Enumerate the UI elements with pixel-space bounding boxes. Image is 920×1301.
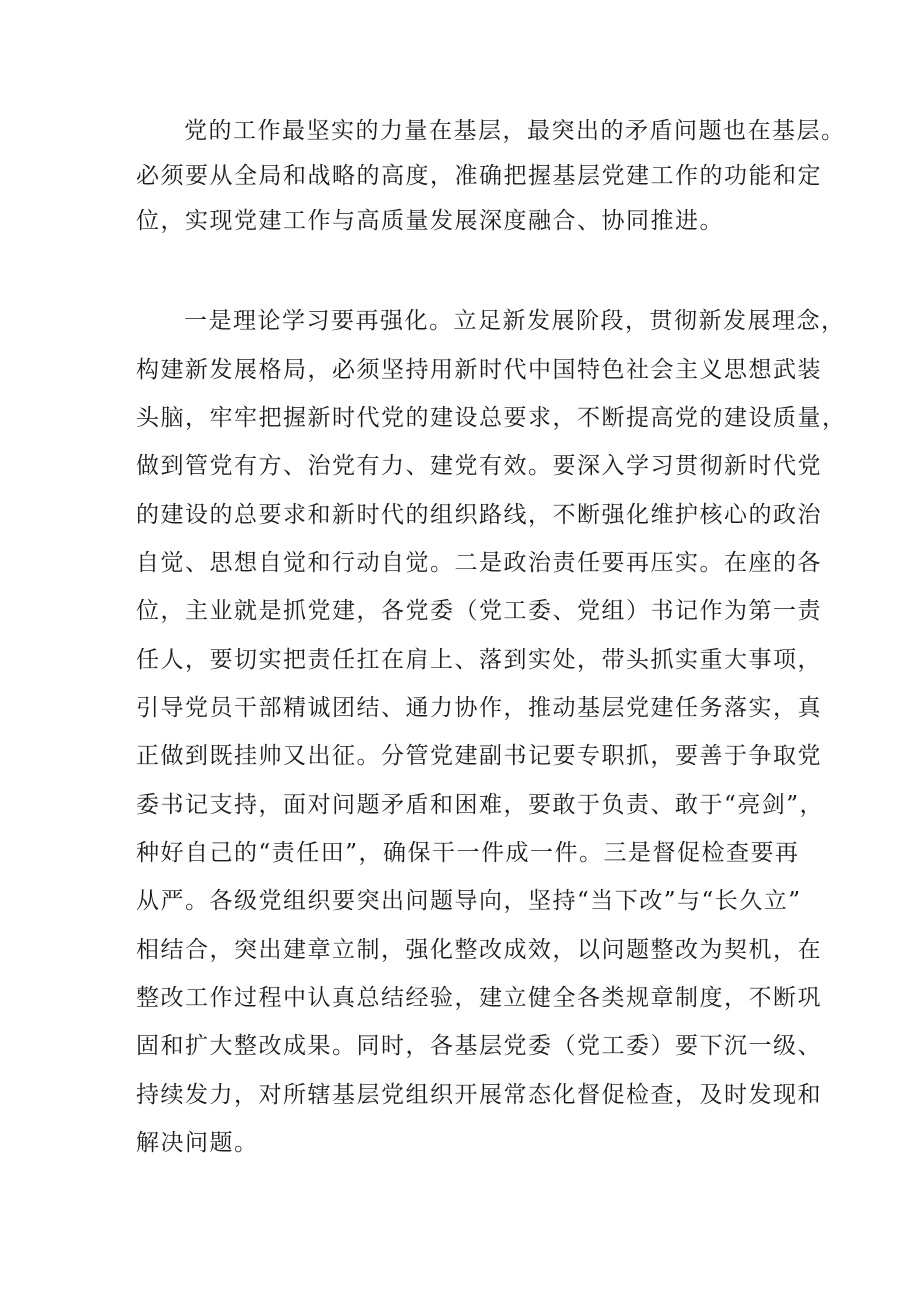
paragraph-line: 从严。各级党组织要突出问题导向，坚持“当下改”与“长久立” <box>136 888 802 914</box>
paragraph-line: 位，实现党建工作与高质量发展深度融合、协同推进。 <box>136 208 724 234</box>
paragraph-line: 解决问题。 <box>136 1130 259 1156</box>
paragraph-line: 自觉、思想自觉和行动自觉。二是政治责任要再压实。在座的各 <box>136 550 822 576</box>
paragraph-line: 种好自己的“责任田”，确保干一件成一件。三是督促检查要再 <box>136 840 800 866</box>
paragraph-line: 委书记支持，面对问题矛盾和困难，要敢于负责、敢于“亮剑”， <box>136 792 825 818</box>
paragraph-line: 整改工作过程中认真总结经验，建立健全各类规章制度，不断巩 <box>136 985 822 1011</box>
paragraph-line: 的建设的总要求和新时代的组织路线，不断强化维护核心的政治 <box>136 502 822 528</box>
paragraph-line: 持续发力，对所辖基层党组织开展常态化督促检查，及时发现和 <box>136 1082 822 1108</box>
paragraph-line: 任人，要切实把责任扛在肩上、落到实处，带头抓实重大事项， <box>136 647 822 673</box>
paragraph-line: 必须要从全局和战略的高度，准确把握基层党建工作的功能和定 <box>136 163 822 189</box>
paragraph-line: 构建新发展格局，必须坚持用新时代中国特色社会主义思想武装 <box>136 357 822 383</box>
paragraph-line: 正做到既挂帅又出征。分管党建副书记要专职抓，要善于争取党 <box>136 743 822 769</box>
paragraph-line: 固和扩大整改成果。同时，各基层党委（党工委）要下沉一级、 <box>136 1033 822 1059</box>
paragraph-line: 相结合，突出建章立制，强化整改成效，以问题整改为契机，在 <box>136 937 822 963</box>
paragraph-line: 党的工作最坚实的力量在基层，最突出的矛盾问题也在基层。 <box>184 118 846 144</box>
paragraph-line: 位，主业就是抓党建，各党委（党工委、党组）书记作为第一责 <box>136 598 822 624</box>
paragraph-line: 引导党员干部精诚团结、通力协作，推动基层党建任务落实，真 <box>136 695 822 721</box>
paragraph-line: 头脑，牢牢把握新时代党的建设总要求，不断提高党的建设质量， <box>136 405 847 431</box>
paragraph-line: 做到管党有方、治党有力、建党有效。要深入学习贯彻新时代党 <box>136 453 822 479</box>
paragraph-line: 一是理论学习要再强化。立足新发展阶段，贯彻新发展理念， <box>184 308 846 334</box>
